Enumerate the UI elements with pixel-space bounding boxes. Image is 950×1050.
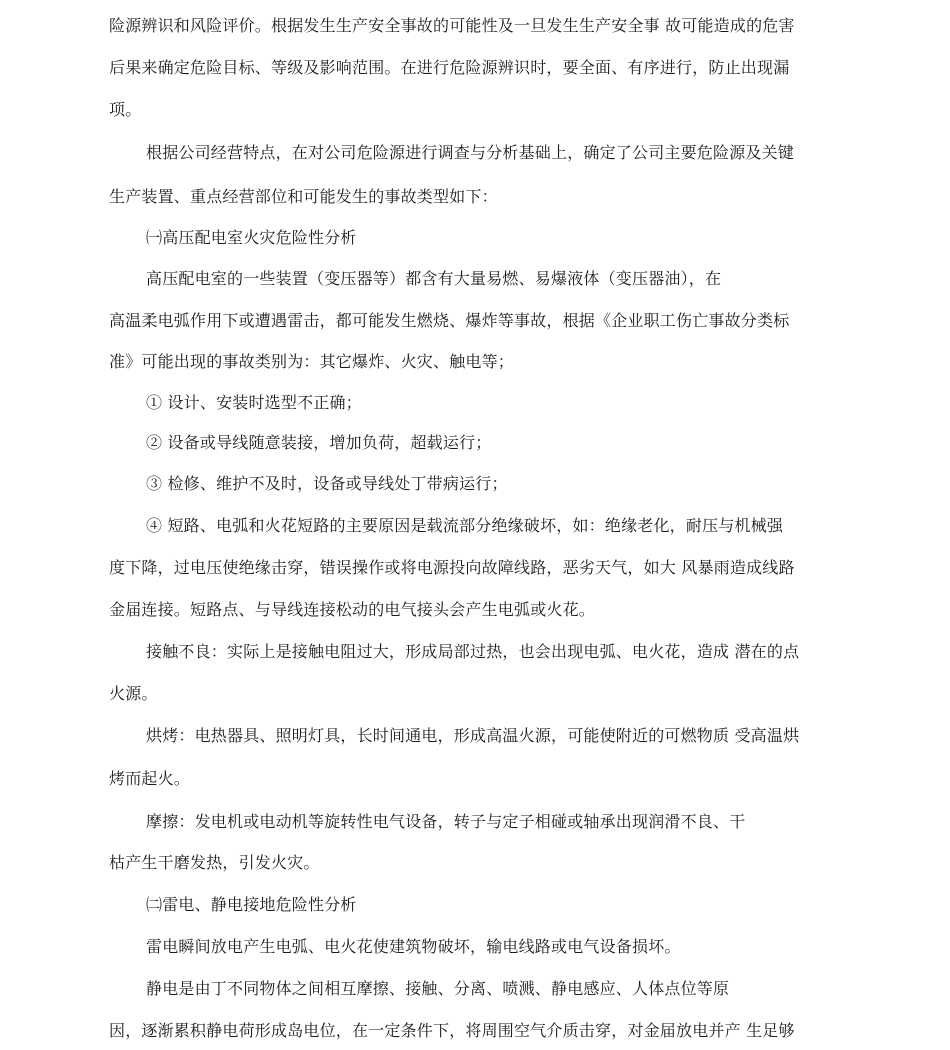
- text-line: 枯产生干磨发热，引发火灾。: [109, 853, 320, 872]
- text-line: 高压配电室的一些装置（变压器等）都含有大量易燃、易爆液体（变压器油），在: [146, 269, 722, 288]
- text-line: 度下降，过电压使绝缘击穿，错误操作或将电源投向故障线路，恶劣天气，如大 风暴雨造成线路: [109, 558, 795, 577]
- text-line: 烤而起火。: [109, 769, 191, 788]
- text-line: 准》可能出现的事故类别为：其它爆炸、火灾、触电等；: [109, 352, 515, 371]
- list-item: ① 设计、安装时选型不正确；: [146, 393, 362, 412]
- text-line: 后果来确定危险目标、等级及影响范围。在进行危险源辨识时，要全面、有序进行，防止出现漏: [109, 58, 790, 77]
- list-item: ② 设备或导线随意装接，增加负荷，超载运行；: [146, 433, 492, 452]
- text-line: 险源辨识和风险评价。根据发生生产安全事故的可能性及一旦发生生产安全事 故可能造成的危害: [109, 16, 795, 35]
- section-heading: ㈠高压配电室火灾危险性分析: [146, 228, 357, 247]
- text-line: 接触不良：实际上是接触电阻过大，形成局部过热，也会出现电弧、电火花，造成 潜在的点: [146, 642, 800, 661]
- text-line: 因，逐渐累积静电荷形成岛电位，在一定条件下，将周围空气介质击穿，对金届放电并产 生足够: [109, 1021, 795, 1040]
- text-line: 摩擦：发电机或电动机等旋转性电气设备，转子与定子相碰或轴承出现润滑不良、干: [146, 812, 746, 831]
- text-line: 根据公司经营特点，在对公司危险源进行调查与分析基础上，确定了公司主要危险源及关键: [146, 143, 795, 162]
- text-line: 生产装置、重点经营部位和可能发生的事故类型如下：: [109, 187, 498, 206]
- text-line: 火源。: [109, 684, 158, 703]
- list-item: ④ 短路、电弧和火花短路的主要原因是载流部分绝缘破坏，如：绝缘老化，耐压与机械强: [146, 516, 784, 535]
- list-item: ③ 检修、维护不及时，设备或导线处丁带病运行；: [146, 474, 508, 493]
- text-line: 金届连接。短路点、与导线连接松动的电气接头会产生电弧或火花。: [109, 600, 596, 619]
- text-line: 雷电瞬间放电产生电弧、电火花使建筑物破坏，输电线路或电气设备损坏。: [146, 937, 681, 956]
- text-line: 静电是由丁不同物体之间相互摩擦、接触、分离、喷溅、静电感应、人体点位等原: [146, 979, 730, 998]
- text-line: 项。: [109, 100, 142, 119]
- section-heading: ㈡雷电、静电接地危险性分析: [146, 895, 357, 914]
- text-line: 烘烤：电热器具、照明灯具，长时间通电，形成高温火源，可能使附近的可燃物质 受高温烘: [146, 726, 800, 745]
- text-line: 高温柔电弧作用下或遭遇雷击，都可能发生燃烧、爆炸等事故，根据《企业职工伤亡事故分类标: [109, 311, 790, 330]
